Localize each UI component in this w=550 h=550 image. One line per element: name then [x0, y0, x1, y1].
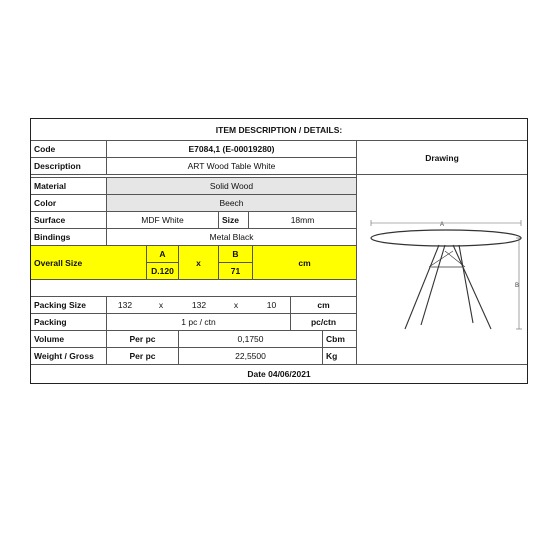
- sheet-title: ITEM DESCRIPTION / DETAILS:: [31, 119, 527, 141]
- volume-unit: Cbm: [323, 331, 357, 348]
- material-label: Material: [31, 178, 107, 195]
- packing-unit: pc/ctn: [291, 314, 357, 331]
- packing-label: Packing: [31, 314, 107, 331]
- packing-size-label: Packing Size: [31, 297, 107, 314]
- volume-label: Volume: [31, 331, 107, 348]
- size-label: Size: [219, 212, 249, 229]
- volume-per: Per pc: [107, 331, 179, 348]
- overall-x: x: [179, 246, 219, 280]
- table-drawing: [357, 175, 527, 365]
- surface-value: MDF White: [107, 212, 219, 229]
- weight-value: 22,5500: [179, 348, 323, 365]
- packing-value: 1 pc / ctn: [107, 314, 291, 331]
- dim-b-label: B: [515, 283, 520, 289]
- code-value: E7084,1 (E-00019280): [107, 141, 357, 158]
- packing-size-v1: 132: [107, 297, 143, 314]
- dim-a-label: A: [440, 222, 445, 228]
- packing-size-unit: cm: [291, 297, 357, 314]
- bindings-label: Bindings: [31, 229, 107, 246]
- packing-size-v2: 132: [179, 297, 219, 314]
- packing-size-x1: x: [143, 297, 179, 314]
- color-value: Beech: [107, 195, 357, 212]
- weight-unit: Kg: [323, 348, 357, 365]
- packing-size-x2: x: [219, 297, 253, 314]
- sheet-date: Date 04/06/2021: [247, 369, 311, 379]
- description-label: Description: [31, 158, 107, 175]
- overall-size-label: Overall Size: [31, 246, 147, 280]
- drawing-panel: [357, 175, 527, 365]
- packing-size-v3: 10: [253, 297, 291, 314]
- bindings-value: Metal Black: [107, 229, 357, 246]
- overall-unit: cm: [253, 246, 357, 280]
- description-value: ART Wood Table White: [107, 158, 357, 175]
- color-label: Color: [31, 195, 107, 212]
- size-value: 18mm: [249, 212, 357, 229]
- blank-row: [31, 280, 357, 297]
- overall-b-label: B: [219, 246, 253, 263]
- code-label: Code: [31, 141, 107, 158]
- weight-per: Per pc: [107, 348, 179, 365]
- item-spec-sheet: [30, 118, 528, 384]
- overall-a-value: D.120: [147, 263, 179, 280]
- overall-b-value: 71: [219, 263, 253, 280]
- material-value: Solid Wood: [107, 178, 357, 195]
- volume-value: 0,1750: [179, 331, 323, 348]
- drawing-title: Drawing: [357, 141, 527, 175]
- overall-a-label: A: [147, 246, 179, 263]
- surface-label: Surface: [31, 212, 107, 229]
- weight-label: Weight / Gross: [31, 348, 107, 365]
